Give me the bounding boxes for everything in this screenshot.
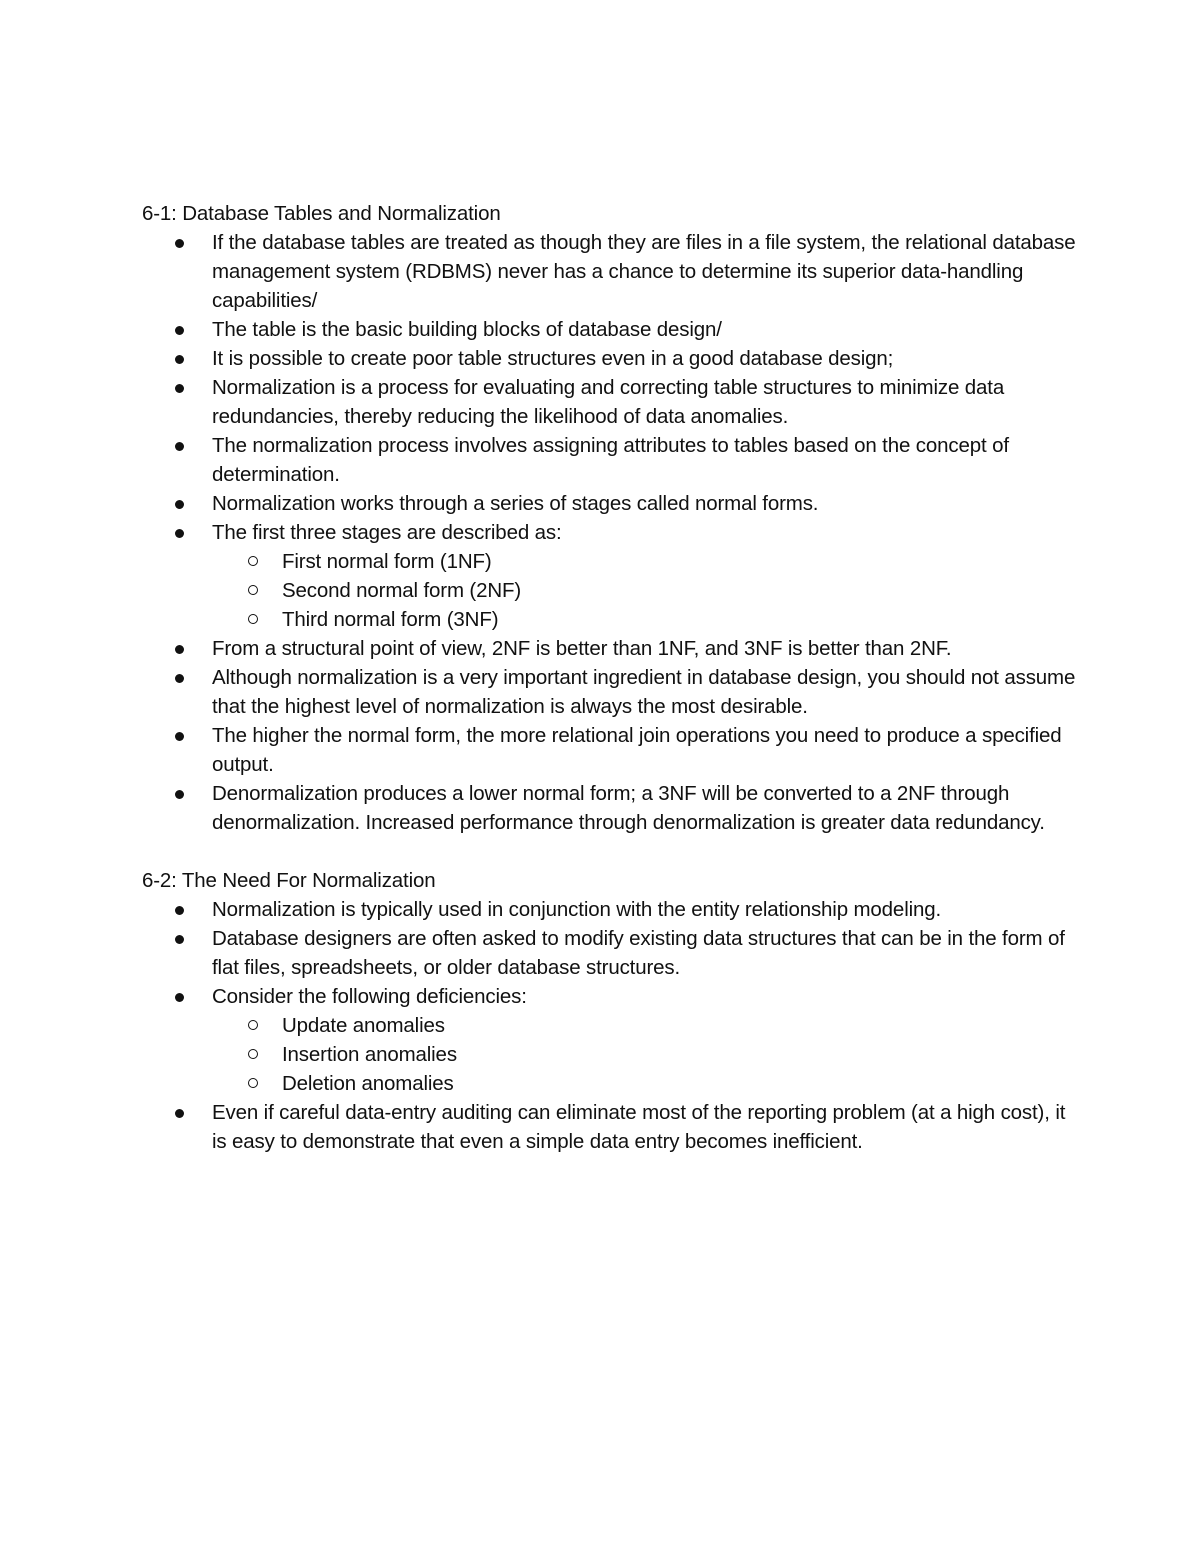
list-item-text: Denormalization produces a lower normal form; a 3NF will be converted to a 2NF through denormalization. Increased performance through denormalization is greater data redundancy.: [212, 782, 1045, 834]
section-6-1: [142, 199, 1077, 837]
bullet-icon: [175, 1109, 184, 1118]
list-item-text: Even if careful data-entry auditing can eliminate most of the reporting problem (at a high cost), it is easy to demonstrate that even a simple data entry becomes inefficient.: [212, 1101, 1066, 1153]
list-item-text: The table is the basic building blocks of database design/: [212, 318, 722, 341]
list-item-text: The normalization process involves assigning attributes to tables based on the concept of determination.: [212, 434, 1009, 486]
sub-list-item: [212, 1069, 1077, 1098]
list-item: [142, 779, 1077, 837]
sub-list-item: [212, 1011, 1077, 1040]
sub-list-item: [212, 1040, 1077, 1069]
circle-bullet-icon: [248, 556, 258, 566]
list-item-text: The first three stages are described as:: [212, 521, 562, 544]
document-body: [142, 199, 1077, 1156]
list-item-text: Consider the following deficiencies:: [212, 985, 527, 1008]
list-item: [142, 315, 1077, 344]
list-item: [142, 634, 1077, 663]
sub-list-item: [212, 547, 1077, 576]
sub-list-item-text: First normal form (1NF): [282, 550, 492, 573]
list-item: [142, 1098, 1077, 1156]
sub-list-item-text: Second normal form (2NF): [282, 579, 522, 602]
sub-list-item: [212, 605, 1077, 634]
bullet-list: [142, 895, 1077, 1156]
sub-list: [212, 1011, 1077, 1098]
circle-bullet-icon: [248, 1078, 258, 1088]
bullet-list: [142, 228, 1077, 837]
list-item-text: Normalization works through a series of stages called normal forms.: [212, 492, 819, 515]
bullet-icon: [175, 442, 184, 451]
bullet-icon: [175, 239, 184, 248]
list-item: [142, 924, 1077, 982]
list-item: [142, 373, 1077, 431]
bullet-icon: [175, 645, 184, 654]
list-item-text: The higher the normal form, the more relational join operations you need to produce a specified output.: [212, 724, 1062, 776]
sub-list-item-text: Deletion anomalies: [282, 1072, 454, 1095]
list-item-text: Although normalization is a very important ingredient in database design, you should not assume that the highest level of normalization is always the most desirable.: [212, 666, 1076, 718]
list-item-text: Database designers are often asked to modify existing data structures that can be in the form of flat files, spreadsheets, or older database structures.: [212, 927, 1065, 979]
bullet-icon: [175, 732, 184, 741]
bullet-icon: [175, 993, 184, 1002]
list-item: [142, 344, 1077, 373]
circle-bullet-icon: [248, 614, 258, 624]
bullet-icon: [175, 935, 184, 944]
list-item-text: It is possible to create poor table structures even in a good database design;: [212, 347, 894, 370]
list-item: [142, 721, 1077, 779]
bullet-icon: [175, 326, 184, 335]
list-item: [142, 895, 1077, 924]
bullet-icon: [175, 355, 184, 364]
bullet-icon: [175, 674, 184, 683]
circle-bullet-icon: [248, 585, 258, 595]
list-item: [142, 228, 1077, 315]
bullet-icon: [175, 529, 184, 538]
sub-list-item-text: Third normal form (3NF): [282, 608, 499, 631]
bullet-icon: [175, 500, 184, 509]
section-heading: 6-2: The Need For Normalization: [142, 869, 436, 892]
sub-list: [212, 547, 1077, 634]
bullet-icon: [175, 384, 184, 393]
list-item: [142, 518, 1077, 634]
section-heading: 6-1: Database Tables and Normalization: [142, 202, 501, 225]
sub-list-item-text: Insertion anomalies: [282, 1043, 457, 1066]
sub-list-item: [212, 576, 1077, 605]
list-item-text: If the database tables are treated as though they are files in a file system, the relational database management system (RDBMS) never has a chance to determine its superior data-handling capabilities/: [212, 231, 1076, 312]
section-6-2: [142, 866, 1077, 1156]
bullet-icon: [175, 906, 184, 915]
list-item-text: From a structural point of view, 2NF is better than 1NF, and 3NF is better than 2NF.: [212, 637, 952, 660]
sub-list-item-text: Update anomalies: [282, 1014, 445, 1037]
list-item-text: Normalization is typically used in conjunction with the entity relationship modeling.: [212, 898, 942, 921]
list-item: [142, 489, 1077, 518]
list-item: [142, 982, 1077, 1098]
list-item: [142, 431, 1077, 489]
list-item-text: Normalization is a process for evaluating and correcting table structures to minimize data redundancies, thereby reducing the likelihood of data anomalies.: [212, 376, 1005, 428]
circle-bullet-icon: [248, 1049, 258, 1059]
list-item: [142, 663, 1077, 721]
circle-bullet-icon: [248, 1020, 258, 1030]
bullet-icon: [175, 790, 184, 799]
